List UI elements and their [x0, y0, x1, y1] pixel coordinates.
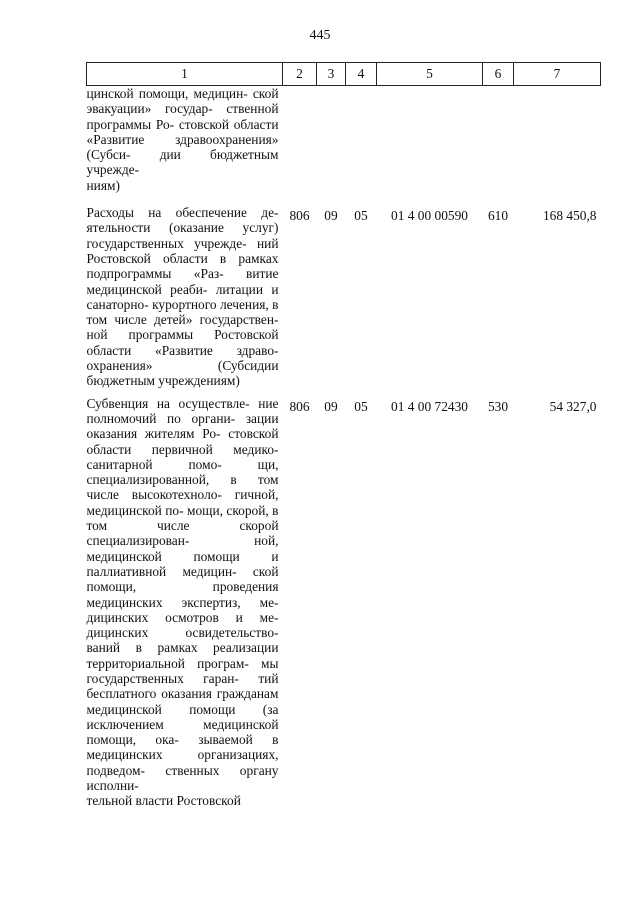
description-line: гичной, медицинской по-	[86, 487, 279, 518]
row-section-code	[317, 86, 346, 206]
row-amount: 168 450,8	[542, 208, 597, 224]
header-col-2: 2	[283, 63, 317, 86]
description-line: скорой специализирован-	[86, 518, 279, 549]
description-line: территориальной програм-	[86, 655, 249, 671]
row-subsection-code	[346, 86, 377, 206]
description-line: дицинских осмотров и ме-	[86, 609, 279, 625]
description-line: гражданам медицинской	[86, 686, 279, 717]
description-line: здравоохранения» (Субси-	[86, 131, 279, 163]
description-line: щи, специализированной, в	[86, 456, 279, 488]
description-line: медицинских экспертиз, ме-	[86, 594, 279, 610]
table-row	[87, 86, 601, 206]
description-line: области «Развитие здраво-	[86, 342, 279, 358]
row-description	[87, 205, 283, 396]
description-line: ятельности (оказание услуг)	[86, 220, 279, 236]
description-line: тельной власти Ростовской	[86, 793, 241, 809]
description-line: медико-санитарной помо-	[86, 441, 279, 472]
description-line: ние полномочий по органи-	[86, 395, 279, 426]
header-col-7: 7	[514, 63, 601, 86]
header-col-1: 1	[87, 63, 283, 86]
description-line: ной, медицинской помощи	[86, 533, 279, 564]
description-line: государственных учрежде-	[86, 235, 247, 251]
budget-table	[86, 62, 601, 816]
row-description	[87, 396, 283, 816]
row-target-article-code	[377, 86, 483, 206]
description-line: литации и санаторно-	[86, 281, 279, 312]
page-number: 445	[309, 28, 331, 43]
description-line: стовской области первичной	[86, 426, 279, 457]
description-line: охранения» (Субсидии	[86, 358, 279, 374]
description-line: рамках подпрограммы «Раз-	[86, 250, 279, 282]
description-line: ской помощи, проведения	[86, 563, 279, 595]
header-col-3: 3	[317, 63, 346, 86]
header-col-4: 4	[346, 63, 377, 86]
description-line: том числе высокотехноло-	[86, 472, 279, 503]
row-expense-type-code: 530	[487, 398, 509, 414]
row-section-code: 09	[324, 208, 338, 224]
description-line: и паллиативной медицин-	[86, 548, 279, 579]
row-amount	[514, 86, 601, 206]
description-line: ниям)	[86, 177, 120, 193]
row-description	[87, 86, 283, 206]
description-line: ской эвакуации» государ-	[86, 86, 279, 117]
description-line: медицинской помощи, ока-	[86, 716, 279, 748]
header-col-5: 5	[377, 63, 483, 86]
row-expense-type-code	[483, 86, 514, 206]
row-expense-type-code: 610	[487, 208, 509, 224]
description-line: числе детей» государствен-	[114, 312, 279, 328]
row-amount: 54 327,0	[549, 398, 597, 414]
description-line: витие медицинской реаби-	[86, 266, 279, 297]
description-line: зации оказания жителям Ро-	[86, 410, 279, 442]
description-line: ственной программы Ро-	[86, 101, 279, 132]
row-ministry-code	[283, 86, 317, 206]
row-ministry-code: 806	[289, 398, 310, 414]
table-row	[87, 205, 601, 396]
description-line: курортного лечения, в том	[86, 296, 279, 328]
description-line: дии бюджетным учрежде-	[86, 147, 279, 178]
description-line: ний Ростовской области в	[86, 235, 279, 266]
description-line: тий бесплатного оказания	[86, 670, 279, 702]
row-section-code: 09	[324, 398, 338, 414]
row-target-article-code: 01 4 00 72430	[391, 398, 468, 414]
description-line: дицинских освидетельство-	[86, 625, 279, 641]
description-line: ваний в рамках реализации	[86, 640, 279, 656]
description-line: мы государственных гаран-	[86, 655, 279, 686]
description-line: ной программы Ростовской	[86, 327, 279, 343]
row-subsection-code: 05	[354, 208, 368, 224]
description-line: Субвенция на осуществле-	[86, 395, 250, 411]
description-line: помощи (за исключением	[86, 701, 279, 732]
description-line: зываемой в медицинских	[86, 732, 279, 763]
row-ministry-code: 806	[289, 208, 310, 224]
row-subsection-code: 05	[354, 398, 368, 414]
header-col-6: 6	[483, 63, 514, 86]
row-target-article-code: 01 4 00 00590	[391, 208, 468, 224]
description-line: мощи, скорой, в том числе	[86, 502, 279, 534]
description-line: стовской области «Развитие	[86, 116, 279, 147]
description-line: бюджетным учреждениям)	[86, 373, 240, 389]
description-line: цинской помощи, медицин-	[86, 86, 248, 101]
description-line: организациях, подведом-	[86, 747, 279, 778]
description-line: Расходы на обеспечение де-	[86, 205, 279, 221]
description-line: ственных органу исполни-	[86, 762, 279, 794]
table-header-row	[87, 63, 601, 86]
table-row	[87, 396, 601, 816]
